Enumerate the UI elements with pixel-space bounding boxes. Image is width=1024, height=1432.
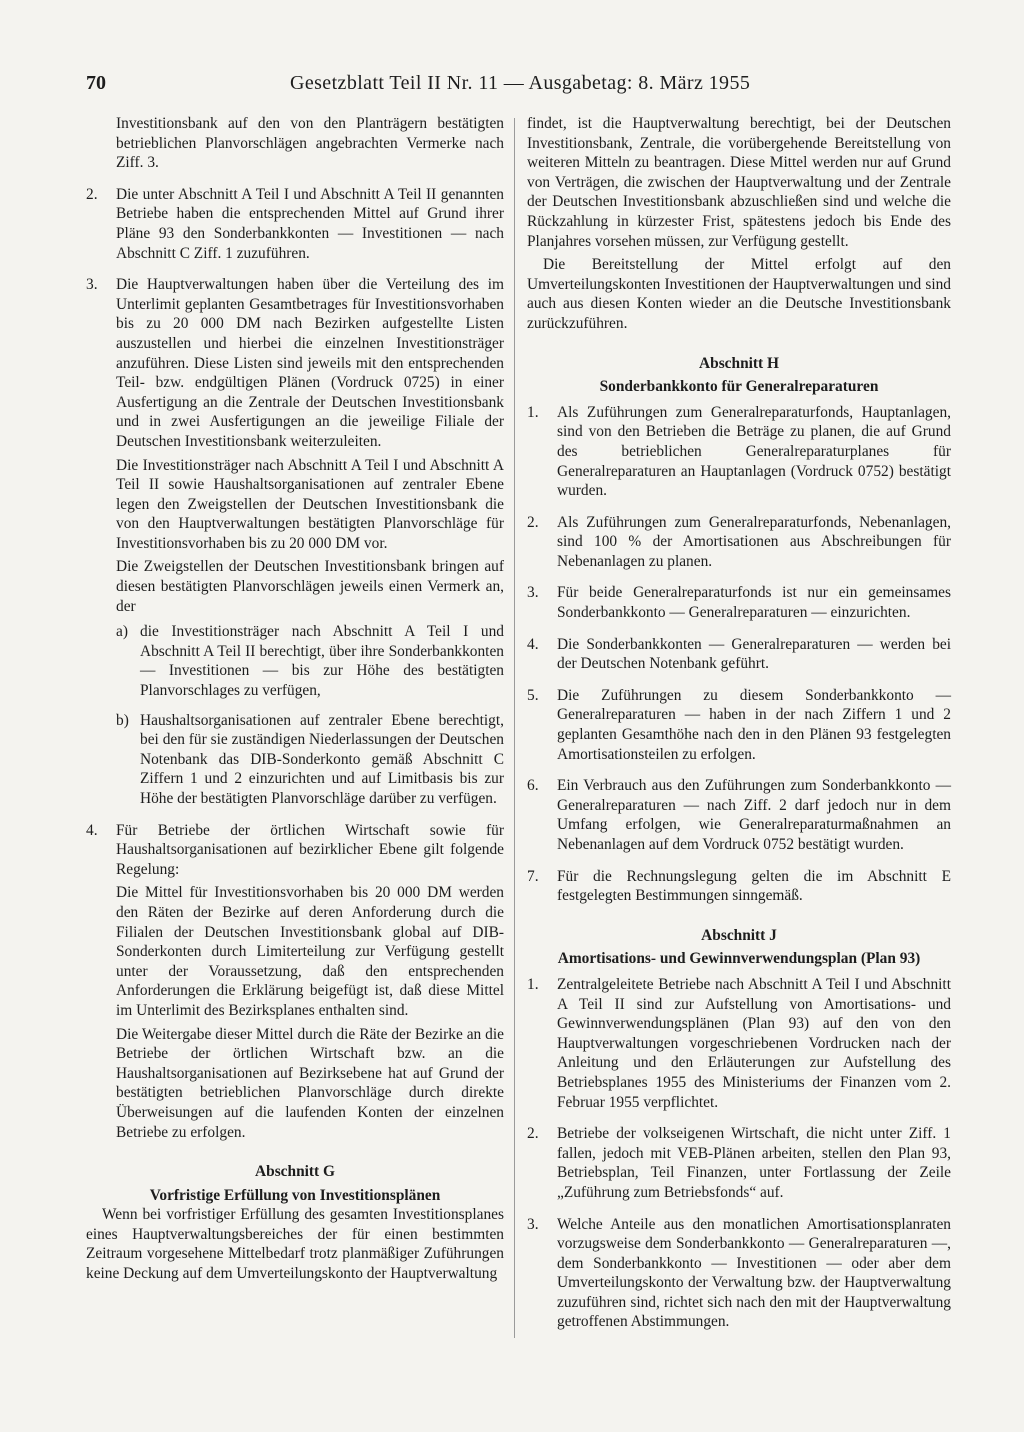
column-divider bbox=[514, 118, 515, 1338]
item-text: Für beide Generalreparaturfonds ist nur ein gemeinsames Sonderbankkonto — Generalreparaturen — einzurichten. bbox=[557, 584, 951, 622]
item-paragraph: Die Mittel für Investitionsvorhaben bis 20 000 DM werden den Räten der Bezirke auf deren Anforderung durch die Filialen der Deutschen Investitionsbank global auf DIB-Sonderkonten durch Limiterteilung zur Verfügung gestellt unter der Voraussetzung, daß den entsprechenden Anforderungen die Erklärung beigefügt ist, daß diese Mittel im Unterlimit des Bezirksplanes enthalten sind. bbox=[116, 884, 504, 1019]
item-number: 2. bbox=[86, 185, 98, 203]
item-text: Als Zuführungen zum Generalreparaturfonds, Hauptanlagen, sind von den Betrieben die Beträge zu planen, die auf Grund des betrieblichen Generalreparaturplanes für Generalreparaturen an Hauptanlagen (Vordruck 0752) bestätigt wurden. bbox=[557, 403, 951, 500]
item-number: 2. bbox=[527, 513, 539, 531]
list-item-2 bbox=[86, 185, 504, 263]
list-item bbox=[527, 1215, 951, 1333]
list-item bbox=[527, 583, 951, 622]
continued-paragraph: Investitionsbank auf den von den Planträgern bestätigten betrieblichen Planvorschlägen angebrachten Vermerke nach Ziff. 3. bbox=[116, 115, 504, 172]
item-number: 1. bbox=[527, 403, 539, 421]
item-number: 1. bbox=[527, 975, 539, 993]
sub-item-text: die Investitionsträger nach Abschnitt A Teil I und Abschnitt A Teil II berechtigt, über ihre Sonderbankkonten — Investitionen — bis zur Höhe des bestätigten Planvorschlages zu verfügen, bbox=[140, 623, 504, 700]
continued-paragraph: findet, ist die Hauptverwaltung berechtigt, bei der Deutschen Investitionsbank, Zentrale, die vorübergehende Bereitstellung von weiteren Mitteln zu beantragen. Diese Mittel werden nur auf Grund von Verträgen, die zwischen der Hauptverwaltung und der Zentrale der Deutschen Investitionsbank abzuschließen sind und welche die Rückzahlung in kürzester Frist, spätestens jedoch bis Ende des Planjahres vorsehen müssen, zur Verfügung gestellt. bbox=[527, 115, 951, 250]
sub-item-a bbox=[116, 622, 504, 700]
item-number: 6. bbox=[527, 777, 539, 795]
running-title: Gesetzblatt Teil II Nr. 11 — Ausgabetag: 8. März 1955 bbox=[290, 72, 751, 94]
item-number: 3. bbox=[86, 276, 98, 294]
section-g-heading: Abschnitt G bbox=[255, 1163, 335, 1181]
section-j-title: Amortisations- und Gewinnverwendungsplan (Plan 93) bbox=[557, 950, 921, 968]
list-item bbox=[527, 635, 951, 674]
page-number: 70 bbox=[86, 72, 106, 94]
item-text: Als Zuführungen zum Generalreparaturfonds, Nebenanlagen, sind 100 % der Amortisationen aus Abschreibungen für Nebenanlagen zu planen. bbox=[557, 513, 951, 570]
section-g-title: Vorfristige Erfüllung von Investitionsplänen bbox=[149, 1186, 441, 1204]
item-text: Zentralgeleitete Betriebe nach Abschnitt A Teil I und Abschnitt A Teil II sind zur Aufstellung von Amortisations- und Gewinnverwendungsplänen (Plan 93) auf den von den Hauptverwaltungen vorgeschriebenen Vordrucken nach der Anleitung und den Erläuterungen zur Aufstellung des Betriebsplanes 1955 des Ministeriums der Finanzen vom 2. Februar 1955 verpflichtet. bbox=[557, 975, 951, 1111]
list-item-4 bbox=[86, 821, 504, 1143]
list-item-3 bbox=[86, 275, 504, 808]
item-number: 2. bbox=[527, 1125, 539, 1143]
list-item bbox=[527, 776, 951, 854]
list-item bbox=[527, 975, 951, 1112]
item-paragraph: Die Hauptverwaltungen haben über die Verteilung des im Unterlimit geplanten Gesamtbetrages für Investitionsvorhaben bis zu 20 000 DM nach Bezirken aufgestellte Listen auszustellen und hierbei die einzelnen Investitionsträger anzuführen. Diese Listen sind jeweils mit den entsprechenden Teil- bzw. endgültigen Plänen (Vordruck 0725) in einer Ausfertigung an die Zentrale der Deutschen Investitionsbank und in zwei Ausfertigungen an die jeweilige Filiale der Deutschen Investitionsbank weiterzuleiten. bbox=[116, 276, 504, 450]
list-item bbox=[527, 403, 951, 501]
item-text: Die unter Abschnitt A Teil I und Abschnitt A Teil II genannten Betriebe haben die entsprechenden Mittel auf Grund ihrer Pläne 93 den Sonderbankkonten — Investitionen — nach Abschnitt C Ziff. 1 zuzuführen. bbox=[116, 185, 504, 262]
list-item bbox=[527, 513, 951, 572]
left-column bbox=[86, 114, 504, 1284]
section-j-heading: Abschnitt J bbox=[701, 926, 777, 944]
section-j-list bbox=[527, 975, 951, 1332]
section-h-list bbox=[527, 403, 951, 906]
item-text: Ein Verbrauch aus den Zuführungen zum Sonderbankkonto — Generalreparaturen — nach Ziff. 2 darf jedoch nur in dem Umfang erfolgen, wie Generalreparaturmaßnahmen an Nebenanlagen auf dem Vordruck 0752 bestätigt wurden. bbox=[557, 777, 951, 853]
item-number: 7. bbox=[527, 867, 539, 885]
item-text: Welche Anteile aus den monatlichen Amortisationsplanraten vorzugsweise dem Sonderbankkonto — Generalreparaturen —, dem Sonderbankkonto — Investitionen — oder aber dem Umverteilungskonto der Verwaltung bzw. der Hauptverwaltung zuzuführen sind, richtet sich nach den mit der Hauptverwaltung getroffenen Abstimmungen. bbox=[557, 1215, 951, 1331]
sub-item-label: a) bbox=[116, 623, 128, 641]
item-paragraph: Die Weitergabe dieser Mittel durch die Räte der Bezirke an die Betriebe der örtlichen Wirtschaft bzw. an die Haushaltsorganisationen auf Bezirksebene hat auf Grund der bestätigten betrieblichen Planvorschläge durch direkte Überweisungen auf die laufenden Konten der einzelnen Betriebe zu erfolgen. bbox=[116, 1025, 504, 1141]
section-h-title: Sonderbankkonto für Generalreparaturen bbox=[599, 378, 879, 396]
item-text: Die Zuführungen zu diesem Sonderbankkonto — Generalreparaturen — haben in der nach Ziffern 1 und 2 geplanten Gesamthöhe nach den in den Plänen 93 festgelegten Amortisationsteilen zu erfolgen. bbox=[557, 686, 951, 763]
list-item bbox=[527, 686, 951, 764]
item-number: 3. bbox=[527, 1215, 539, 1233]
right-column bbox=[527, 114, 951, 1344]
item-text: Betriebe der volkseigenen Wirtschaft, die nicht unter Ziff. 1 fallen, jedoch mit VEB-Plänen arbeiten, stellen den Plan 93, Betriebsplan, Teil Finanzen, unter Fortlassung der Zeile „Zuführung zum Betriebsfonds“ auf. bbox=[557, 1125, 951, 1201]
item-number: 4. bbox=[86, 821, 98, 839]
section-h-heading: Abschnitt H bbox=[699, 354, 779, 372]
item-number: 3. bbox=[527, 584, 539, 602]
item-number: 5. bbox=[527, 686, 539, 704]
sub-item-label: b) bbox=[116, 711, 129, 729]
list-item bbox=[527, 1124, 951, 1202]
item-paragraph: Die Investitionsträger nach Abschnitt A Teil I und Abschnitt A Teil II sowie Haushaltsorganisationen auf zentraler Ebene legen den Zweigstellen der Deutschen Investitionsbank die von den Hauptverwaltungen bestätigten Planvorschläge für Investitionsvorhaben bis zu 20 000 DM vor. bbox=[116, 456, 504, 552]
page-header bbox=[86, 72, 946, 96]
list-item bbox=[527, 867, 951, 906]
item-text: Die Sonderbankkonten — Generalreparaturen — werden bei der Deutschen Notenbank geführt. bbox=[557, 635, 951, 673]
item-text: Für die Rechnungslegung gelten die im Abschnitt E festgelegten Bestimmungen sinngemäß. bbox=[557, 867, 951, 905]
item-number: 4. bbox=[527, 635, 539, 653]
item-paragraph: Die Zweigstellen der Deutschen Investitionsbank bringen auf diesen bestätigten Planvorschlägen jeweils einen Vermerk an, der bbox=[116, 558, 504, 615]
sub-item-text: Haushaltsorganisationen auf zentraler Ebene berechtigt, bei den für sie zuständigen Niederlassungen der Deutschen Notenbank das DIB-Sonderkonto gemäß Abschnitt C Ziffern 1 und 2 einzurichten und auf Limitbasis bis zur Höhe der bestätigten Planvorschläge darüber zu verfügen. bbox=[140, 711, 504, 807]
item-paragraph: Für Betriebe der örtlichen Wirtschaft sowie für Haushaltsorganisationen auf bezirklicher Ebene gilt folgende Regelung: bbox=[116, 821, 504, 878]
paragraph: Die Bereitstellung der Mittel erfolgt auf den Umverteilungskonten Investitionen der Hauptverwaltungen und sind auch aus diesen Konten wieder an die Deutsche Investitionsbank zurückzuführen. bbox=[527, 256, 951, 332]
sub-item-b bbox=[116, 711, 504, 809]
section-g-paragraph: Wenn bei vorfristiger Erfüllung des gesamten Investitionsplanes eines Hauptverwaltungsbereiches der für einen bestimmten Zeitraum vorgesehene Mittelbedarf trotz planmäßiger Zuführungen keine Deckung auf dem Umverteilungskonto der Hauptverwaltung bbox=[86, 1206, 504, 1283]
